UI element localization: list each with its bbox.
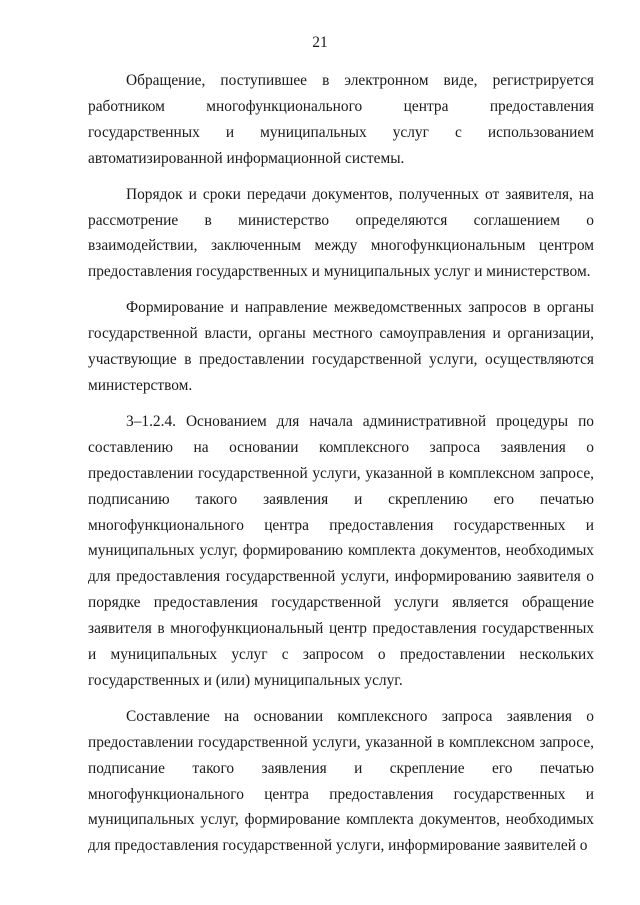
paragraph-4: 3–1.2.4. Основанием для начала административной процедуры по составлению на основании комплексного запроса заявления о предоставлении государственной услуги, указанной в комплексном запросе, подписанию такого заявления и скреплению его печатью многофункционального центра предоставления государственных и муниципальных услуг, формированию комплекта документов, необходимых для предоставления государственной услуги, информированию заявителя о порядке предоставления государственной услуги является обращение заявителя в многофункциональный центр предоставления государственных и муниципальных услуг с запросом о предоставлении нескольких государственных и (или) муниципальных услуг. [88, 412, 594, 689]
paragraph-5: Составление на основании комплексного запроса заявления о предоставлении государственной услуги, указанной в комплексном запросе, подписание такого заявления и скрепление его печатью многофункционального центра предоставления государственных и муниципальных услуг, формирование комплекта документов, необходимых для предоставления государственной услуги, информирование заявителей о [88, 707, 594, 855]
paragraph-2: Порядок и сроки передачи документов, полученных от заявителя, на рассмотрение в министерство определяются соглашением о взаимодействии, заключенным между многофункциональным центром предоставления государственных и муниципальных услуг и министерством. [88, 185, 594, 281]
document-body [88, 68, 594, 859]
paragraph-3: Формирование и направление межведомственных запросов в органы государственной власти, органы местного самоуправления и организации, участвующие в предоставлении государственной услуги, осуществляются министерством. [88, 299, 594, 394]
paragraph-1: Обращение, поступившее в электронном виде, регистрируется работником многофункционального центра предоставления государственных и муниципальных услуг с использованием автоматизированной информационной системы. [88, 72, 594, 167]
page-number: 21 [312, 34, 328, 51]
